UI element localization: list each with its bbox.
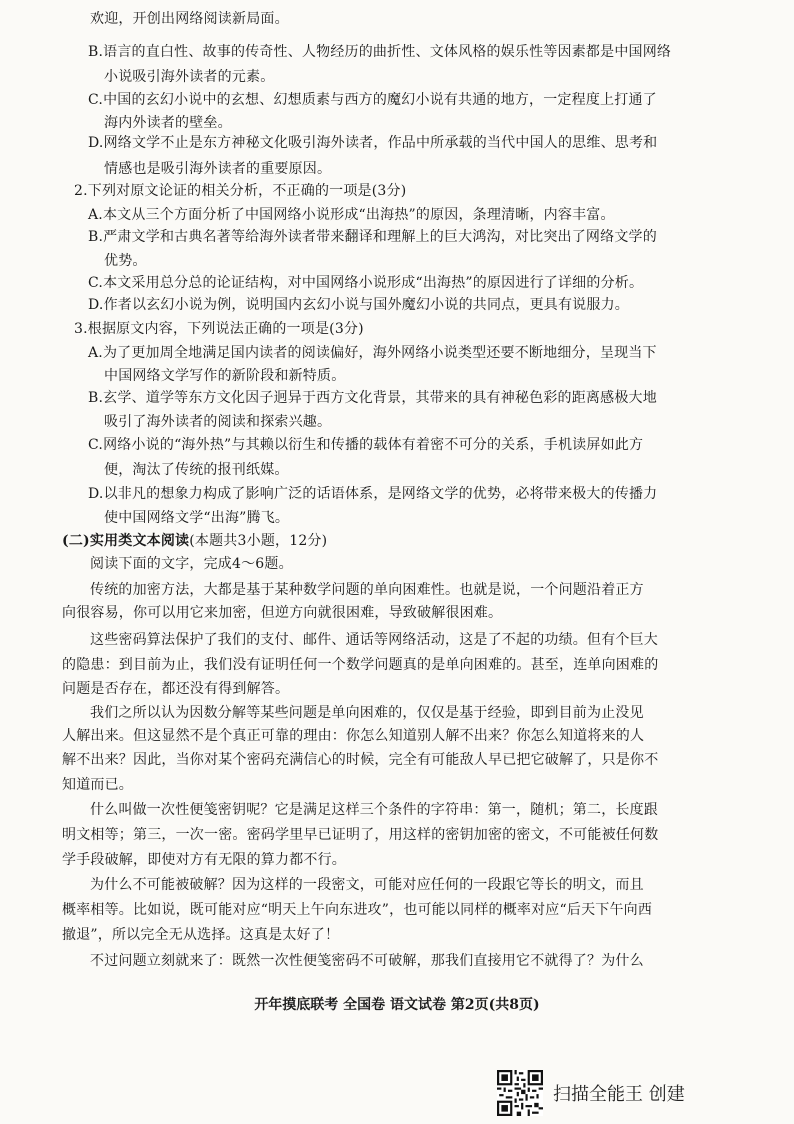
q3-option-d: D.以非凡的想象力构成了影响广泛的话语体系，是网络文学的优势，必将带来极大的传播力 bbox=[88, 486, 658, 502]
section-instruction: 阅读下面的文字，完成4～6题。 bbox=[90, 556, 293, 572]
passage-p3-line3: 解不出来？因此，当你对某个密码充满信心的时候，完全有可能敌人早已把它破解了，只是你不 bbox=[62, 752, 659, 768]
q1-option-a-tail: 欢迎，开创出网络阅读新局面。 bbox=[90, 11, 289, 27]
q2-option-b-cont: 优势。 bbox=[104, 253, 147, 269]
passage-p6-line1: 不过问题立刻就来了：既然一次性便笺密码不可破解，那我们直接用它不就得了？为什么 bbox=[90, 953, 644, 969]
q3-option-b-cont: 吸引了海外读者的阅读和探索兴趣。 bbox=[104, 414, 332, 430]
q1-option-b: B.语言的直白性、故事的传奇性、人物经历的曲折性、文体风格的娱乐性等因素都是中国网络 bbox=[88, 44, 672, 60]
q1-option-d: D.网络文学不止是东方神秘文化吸引海外读者，作品中所承载的当代中国人的思维、思考和 bbox=[88, 135, 658, 151]
q3-option-d-cont: 使中国网络文学“出海”腾飞。 bbox=[104, 510, 290, 526]
q1-option-b-cont: 小说吸引海外读者的元素。 bbox=[104, 69, 275, 85]
passage-p2-line2: 的隐患：到目前为止，我们没有证明任何一个数学问题真的是单向困难的。甚至，连单向困难的 bbox=[62, 657, 659, 673]
q1-option-d-cont: 情感也是吸引海外读者的重要原因。 bbox=[104, 161, 332, 177]
q2-option-c: C.本文采用总分总的论证结构，对中国网络小说形成“出海热”的原因进行了详细的分析。 bbox=[88, 275, 644, 291]
passage-p4-line3: 学手段破解，即使对方有无限的算力都不行。 bbox=[62, 852, 346, 868]
passage-p1-line2: 向很容易，你可以用它来加密，但逆方向就很困难，导致破解很困难。 bbox=[62, 605, 503, 621]
passage-p4-line2: 明文相等；第三，一次一密。密码学里早已证明了，用这样的密钥加密的密文，不可能被任何数 bbox=[62, 827, 659, 843]
passage-p3-line2: 人解出来。但这显然不是个真正可靠的理由：你怎么知道别人解不出来？你怎么知道将来的人 bbox=[62, 728, 645, 744]
watermark-text: 扫描全能王 创建 bbox=[553, 1084, 685, 1105]
q1-option-c-cont: 海内外读者的壁垒。 bbox=[104, 115, 232, 131]
q2-option-d: D.作者以玄幻小说为例，说明国内玄幻小说与国外魔幻小说的共同点，更具有说服力。 bbox=[88, 297, 629, 313]
section-heading-title: (二)实用类文本阅读 bbox=[62, 533, 190, 549]
q3-option-a: A.为了更加周全地满足国内读者的阅读偏好，海外网络小说类型还要不断地细分，呈现当下 bbox=[88, 345, 657, 361]
passage-p3-line1: 我们之所以认为因数分解等某些问题是单向困难的，仅仅是基于经验，即到目前为止没见 bbox=[90, 705, 644, 721]
passage-p5-line3: 撤退”，所以完全无从选择。这真是太好了！ bbox=[62, 927, 340, 943]
section-heading-note: (本题共3小题，12分) bbox=[189, 533, 328, 549]
q3-option-b: B.玄学、道学等东方文化因子迥异于西方文化背景，其带来的具有神秘色彩的距离感极大地 bbox=[88, 390, 657, 406]
q2-option-b: B.严肃文学和古典名著等给海外读者带来翻译和理解上的巨大鸿沟，对比突出了网络文学的 bbox=[88, 229, 657, 245]
q3-option-a-cont: 中国网络文学写作的新阶段和新特质。 bbox=[104, 368, 346, 384]
passage-p2-line3: 问题是否存在，都还没有得到解答。 bbox=[62, 681, 290, 697]
q2-option-a: A.本文从三个方面分析了中国网络小说形成“出海热”的原因，条理清晰，内容丰富。 bbox=[88, 207, 615, 223]
passage-p4-line1: 什么叫做一次性便笺密钥呢？它是满足这样三个条件的字符串：第一，随机；第二，长度跟 bbox=[90, 802, 658, 818]
passage-p5-line2: 概率相等。比如说，既可能对应“明天上午向东进攻”，也可能以同样的概率对应“后天下午向西 bbox=[62, 902, 653, 918]
qr-code-icon bbox=[497, 1070, 543, 1116]
q3-option-c-cont: 便，淘汰了传统的报刊纸媒。 bbox=[104, 462, 289, 478]
q3-stem: 3.根据原文内容，下列说法正确的一项是(3分) bbox=[74, 321, 364, 337]
passage-p1-line1: 传统的加密方法，大都是基于某种数学问题的单向困难性。也就是说，一个问题沿着正方 bbox=[90, 582, 644, 598]
q1-option-c: C.中国的玄幻小说中的玄想、幻想质素与西方的魔幻小说有共通的地方，一定程度上打通了 bbox=[88, 92, 657, 108]
passage-p5-line1: 为什么不可能被破解？因为这样的一段密文，可能对应任何的一段跟它等长的明文，而且 bbox=[90, 877, 644, 893]
passage-p2-line1: 这些密码算法保护了我们的支付、邮件、通话等网络活动，这是了不起的功绩。但有个巨大 bbox=[90, 632, 658, 648]
page-footer: 开年摸底联考 全国卷 语文试卷 第2页(共8页) bbox=[254, 997, 540, 1013]
passage-p3-line4: 知道而已。 bbox=[62, 777, 133, 793]
q2-stem: 2.下列对原文论证的相关分析，不正确的一项是(3分) bbox=[74, 183, 407, 199]
section-heading bbox=[62, 532, 327, 550]
q3-option-c: C.网络小说的“海外热”与其赖以衍生和传播的载体有着密不可分的关系，手机读屏如此方 bbox=[88, 437, 644, 453]
